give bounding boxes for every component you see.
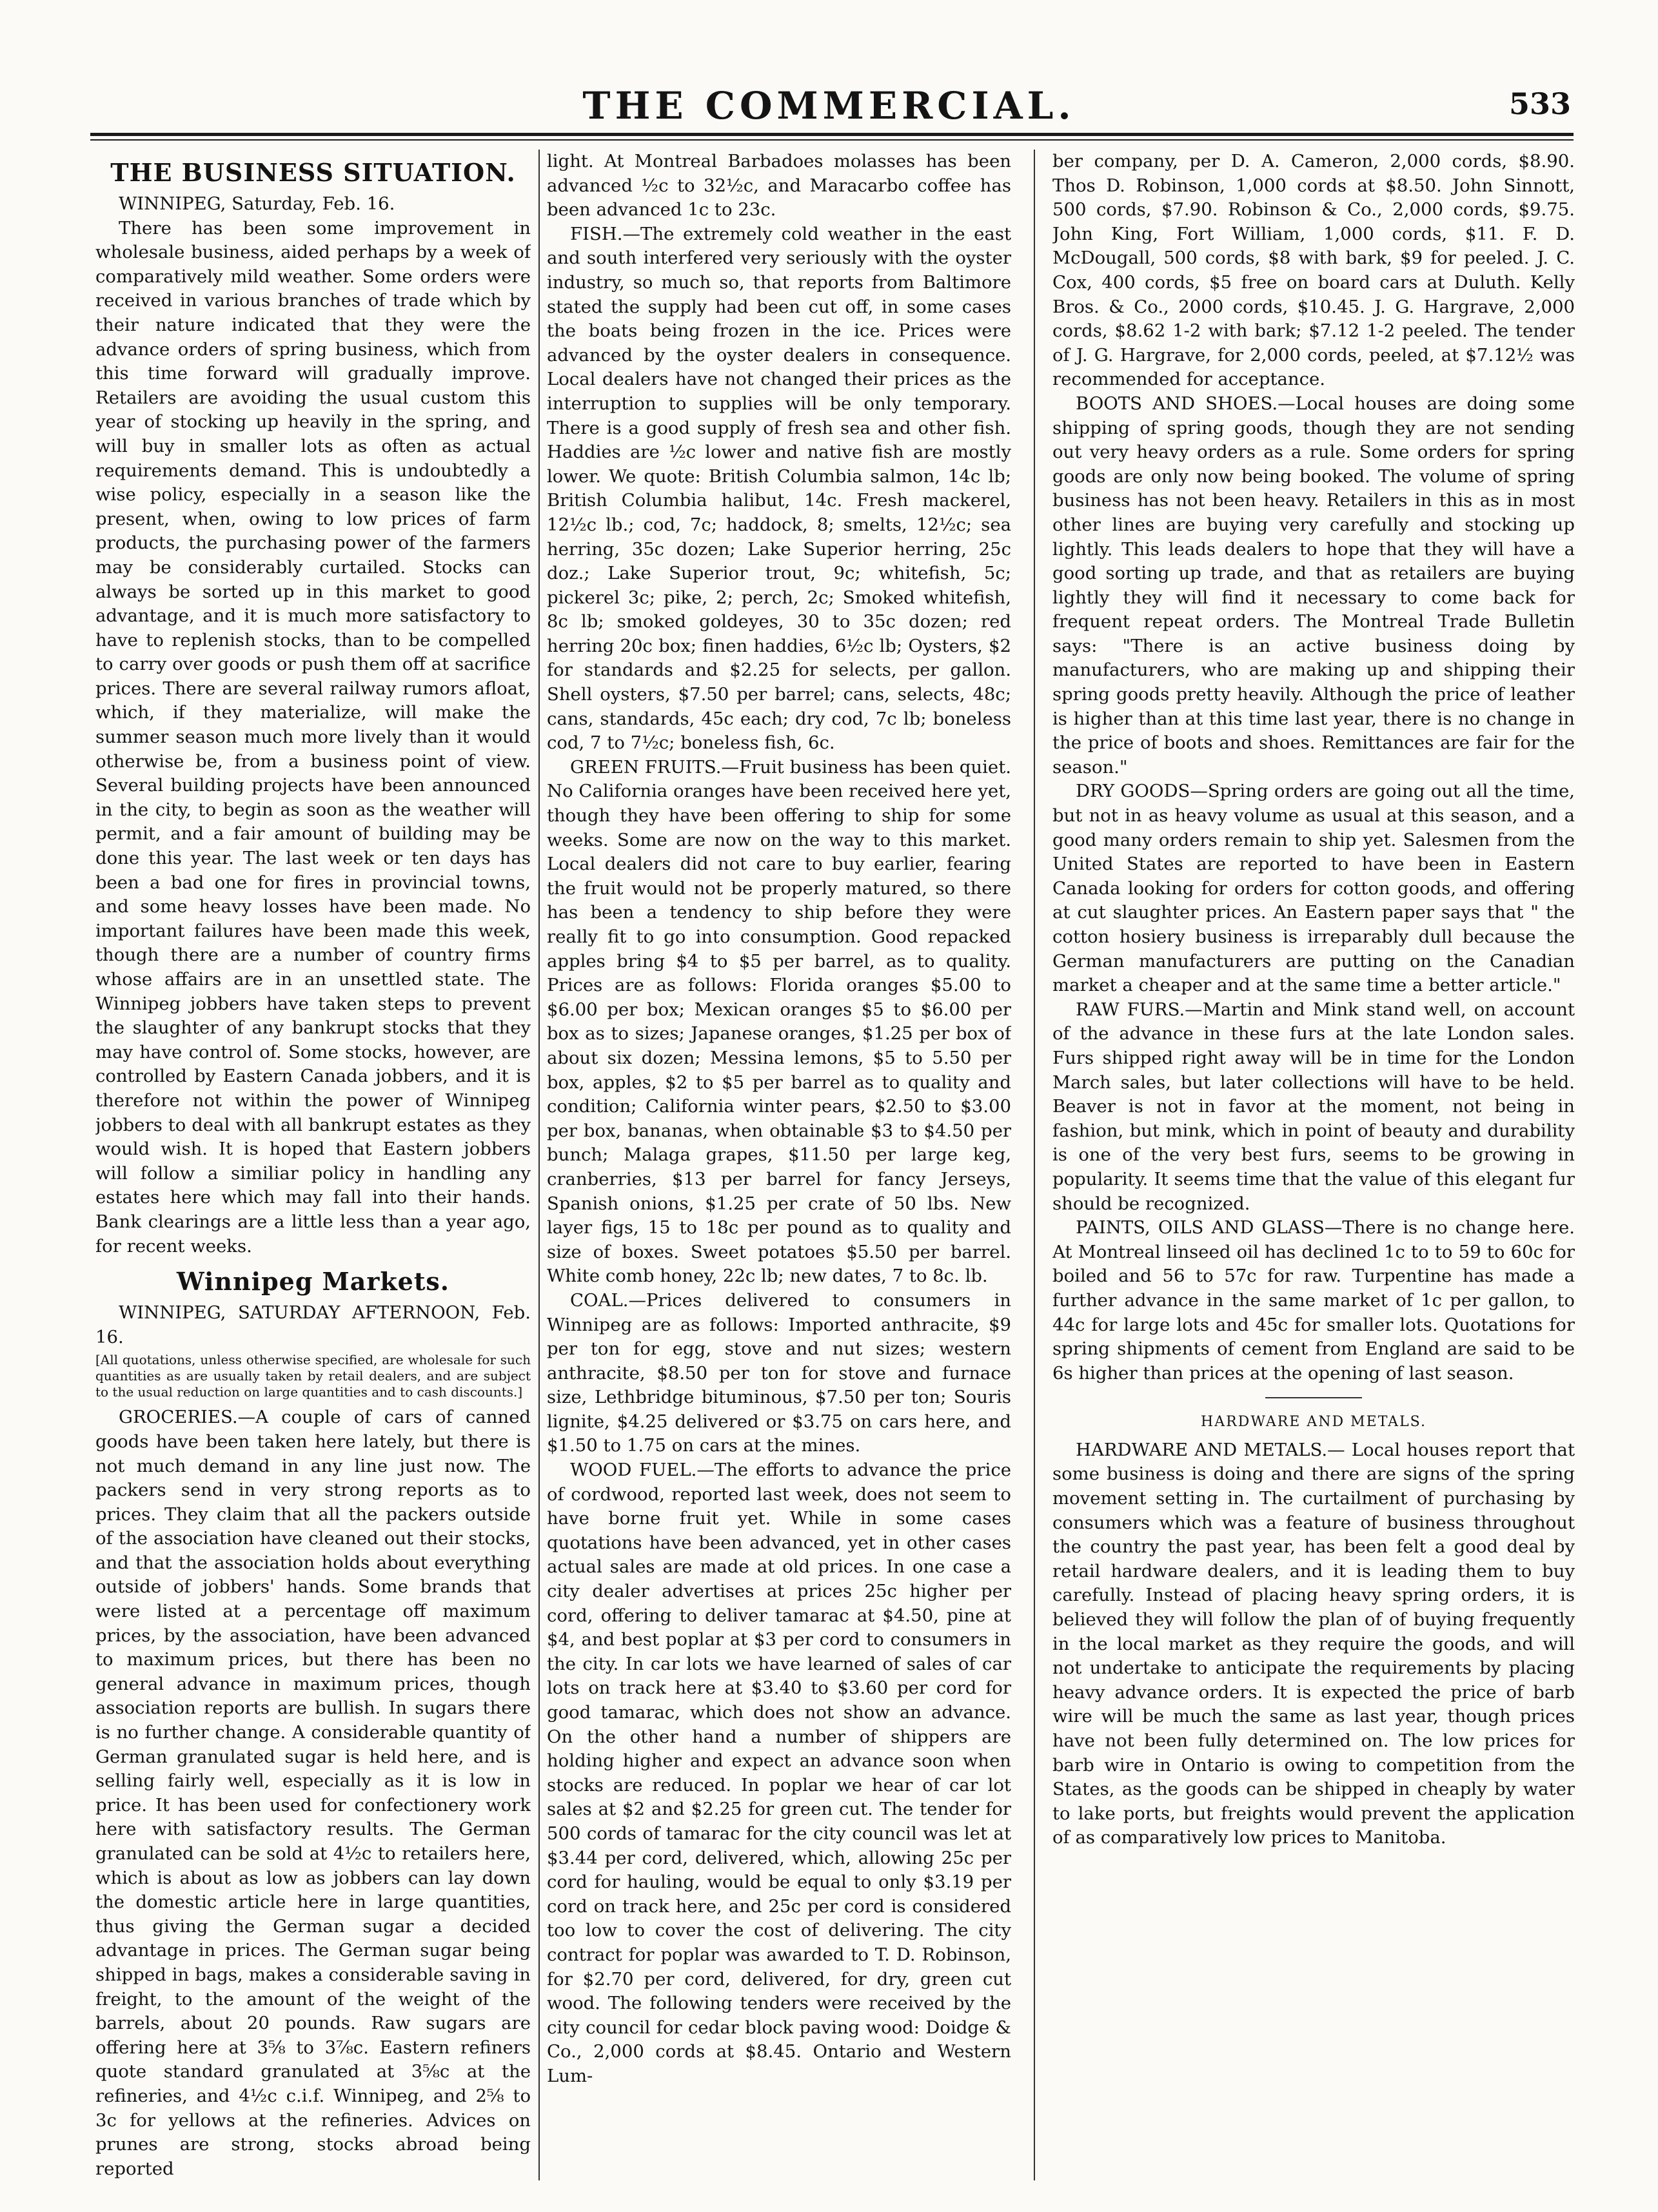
column-1 xyxy=(95,150,531,2180)
column3-continued-text: ber company, per D. A. Cameron, 2,000 cords, $8.90. Thos D. Robinson, 1,000 cords at $8.50. John Sinnott, 500 cords, $7.90. Robinson & Co., 2,000 cords, $9.75. John King, Fort William, 1,000 cords, $11. F. D. McDougall, 500 cords, $8 with bark, $9 for peeled. J. C. Cox, 400 cords, $5 free on board cars at Duluth. Kelly Bros. & Co., 2000 cords, $10.45. J. G. Hargrave, 2,000 cords, $8.62 1-2 with bark; $7.12 1-2 peeled. The tender of J. G. Hargrave, for 2,000 cords, peeled, at $7.12½ was recommended for acceptance. xyxy=(1052,151,1575,390)
groceries-lead: GROCERIES. xyxy=(119,1407,238,1428)
coal-paragraph xyxy=(547,1289,1011,1458)
boots-shoes-paragraph xyxy=(1052,392,1575,780)
paints-oils-glass-paragraph xyxy=(1052,1216,1575,1385)
column-2 xyxy=(547,150,1011,2180)
boots-shoes-lead: BOOTS AND SHOES. xyxy=(1076,393,1278,414)
dry-goods-text: —Spring orders are going out all the time, but not in as heavy volume as usual at this season, and a good many orders remain to ship yet. Salesmen from the United States are reported to have been in Eastern Canada looking for orders for cotton goods, and offering at cut slaughter prices. An Eastern paper says that " the cotton hosiery business is irreparably dull because the German manufacturers are putting on the Canadian market a cheaper and at the same time a better article." xyxy=(1052,781,1575,996)
column-divider xyxy=(538,150,540,2180)
hardware-metals-paragraph xyxy=(1052,1438,1575,1850)
paints-oils-glass-text: —There is no change here. At Montreal linseed oil has declined 1c to to 59 to 60c for boiled and 56 to 57c for raw. Turpentine has made a further advance in the same market of 1c per gallon, to 44c for large lots and 45c for smaller lots. Quotations for spring shipments of cement from England are said to be 6s higher than prices at the opening of last season. xyxy=(1052,1217,1575,1384)
raw-furs-lead: RAW FURS. xyxy=(1076,999,1185,1020)
business-situation-heading: THE BUSINESS SITUATION. xyxy=(110,158,516,187)
green-fruits-text: —Fruit business has been quiet. No California oranges have been received here yet, though they have been offering to ship for some weeks. Some are now on the way to this market. Local dealers did not care to buy earlier, fearing the fruit would not be properly matured, so there has been a tendency to ship before they were really fit to go into consumption. Good repacked apples bring $4 to $5 per barrel, as to quality. Prices are as follows: Florida oranges $5.00 to $6.00 per box; Mexican oranges $5 to $6.00 per box as to sizes; Japanese oranges, $1.25 per box of about six dozen; Messina lemons, $5 to 5.50 per box, apples, $2 to $5 per barrel as to quality and condition; California winter pears, $2.50 to $3.00 per box, bananas, when obtainable $3 to $4.50 per bunch; Malaga grapes, $11.50 per large keg, cranberries, $13 per barrel for fancy Jerseys, Spanish onions, $1.25 per crate of 50 lbs. New layer figs, 15 to 18c per pound as to quality and size of boxes. Sweet potatoes $5.50 per barrel. White comb honey, 22c lb; new dates, 7 to 8c. lb. xyxy=(547,756,1011,1287)
section-divider xyxy=(1265,1397,1362,1398)
fish-lead: FISH. xyxy=(570,223,623,244)
page-number: 533 xyxy=(1508,86,1571,121)
wood-fuel-lead: WOOD FUEL. xyxy=(570,1460,697,1481)
groceries-paragraph xyxy=(95,1405,531,2180)
coal-lead: COAL. xyxy=(570,1289,629,1311)
hardware-metals-heading: HARDWARE AND METALS. xyxy=(1201,1414,1426,1431)
quotations-note: [All quotations, unless otherwise specified, are wholesale for such quantities as are usually taken by retail dealers, and are subject to the usual reduction on large quantities and to cash discounts.] xyxy=(95,1352,531,1400)
business-paragraph: There has been some improvement in wholesale business, aided perhaps by a week of comparatively mild weather. Some orders were received in various branches of trade which by their nature indicated that they were the advance orders of spring business, which from this time forward will gradually improve. Retailers are avoiding the usual custom this year of stocking up heavily in the spring, and will buy in smaller lots as often as actual requirements demand. This is undoubtedly a wise policy, especially in a season like the present, when, owing to low prices of farm products, the purchasing power of the farmers may be considerably curtailed. Stocks can always be sorted up in this market to good advantage, and it is much more satisfactory to have to replenish stocks, than to be compelled to carry over goods or push them off at sacrifice prices. There are several railway rumors afloat, which, if they materialize, will make the summer season much more lively than it would otherwise be, from a business point of view. Several building projects have been announced in the city, to begin as soon as the weather will permit, and a fair amount of building may be done this year. The last week or ten days has been a bad one for fires in provincial towns, and some heavy losses have been made. No important failures have been made this week, though there are a number of country firms whose affairs are in an unsettled state. The Winnipeg jobbers have taken steps to prevent the slaughter of any bankrupt stocks that they may have control of. Some stocks, however, are controlled by Eastern Canada jobbers, and it is therefore not within the power of Winnipeg jobbers to deal with all bankrupt estates as they would wish. It is hoped that Eastern jobbers will follow a similiar policy in handling any estates here which may fall into their hands. Bank clearings are a little less than a year ago, for recent weeks. xyxy=(95,217,531,1257)
column-3 xyxy=(1052,150,1575,2180)
coal-text: —Prices delivered to consumers in Winnipeg are as follows: Imported anthracite, $9 per ton for egg, stove and nut sizes; western anthracite, $8.50 per ton for stove and furnace size, Lethbridge bituminous, $7.50 per ton; Souris lignite, $4.25 delivered or $3.75 on cars here, and $1.50 to 1.75 on cars at the mines. xyxy=(547,1289,1011,1456)
dry-goods-paragraph xyxy=(1052,779,1575,997)
raw-furs-text: —Martin and Mink stand well, on account of the advance in these furs at the late London sales. Furs shipped right away will be in time for the London March sales, but later collections will have to be held. Beaver is not in favor at the moment, not being in fashion, but mink, which in point of beauty and durability is one of the very best furs, seems to be growing in popularity. It seems time that the value of this elegant fur should be recognized. xyxy=(1052,999,1575,1214)
paints-oils-glass-lead: PAINTS, OILS AND GLASS xyxy=(1076,1217,1325,1238)
wood-fuel-text: —The efforts to advance the price of cordwood, reported last week, does not seem to have borne fruit yet. While in some cases quotations have been advanced, yet in other cases actual sales are made at old prices. In one case a city dealer advertises at prices 25c higher per cord, offering to deliver tamarac at $4.50, pine at $4, and best poplar at $3 per cord to consumers in the city. In car lots we have learned of sales of car lots on track here at $3.40 to $3.60 per cord for good tamarac, which does not show an advance. On the other hand a number of shippers are holding higher and expect an advance soon when stocks are reduced. In poplar we hear of car lot sales at $2 and $2.25 for green cut. The tender for 500 cords of tamarac for the city council was let at $3.44 per cord, delivered, which, allowing 25c per cord for hauling, would be equal to only $3.19 per cord on track here, and 25c per cord is considered too low to cover the cost of delivering. The city contract for poplar was awarded to T. D. Robinson, for $2.70 per cord, delivered, for dry, green cut wood. The following tenders were received by the city council for cedar block paving wood: Doidge & Co., 2,000 cords at $8.45. Ontario and Western Lum- xyxy=(547,1460,1011,2086)
winnipeg-markets-heading: Winnipeg Markets. xyxy=(176,1267,450,1297)
business-dateline: WINNIPEG, Saturday, Feb. 16. xyxy=(119,193,395,214)
dry-goods-lead: DRY GOODS xyxy=(1076,781,1190,802)
masthead-rule-thin xyxy=(90,139,1574,141)
markets-dateline: WINNIPEG, SATURDAY AFTERNOON, Feb. 16. xyxy=(95,1302,531,1347)
groceries-text: —A couple of cars of canned goods have been taken here lately, but there is not much demand in any line just now. The packers send in very strong reports as to prices. They claim that all the packers outside of the association have cleaned out their stocks, and that the association holds about everything outside of jobbers' hands. Some brands that were listed at a percentage off maximum prices, by the association, have been advanced to maximum prices, but there has been no general advance in maximum prices, though association reports are bullish. In sugars there is no further change. A considerable quantity of German granulated sugar is held here, and is selling fairly well, especially as it is low in price. It has been used for confectionery work here with satisfactory results. The German granulated can be sold at 4½c to retailers here, which is about as low as jobbers can lay down the domestic article here in large quantities, thus giving the German sugar a decided advantage in prices. The German sugar being shipped in bags, makes a considerable saving in freight, to the amount of the weight of the barrels, about 20 pounds. Raw sugars are offering here at 3⅝ to 3⅞c. Eastern refiners quote standard granulated at 3⅝c at the refineries, and 4½c c.i.f. Winnipeg, and 2⅝ to 3c for yellows at the refineries. Advices on prunes are strong, stocks abroad being reported xyxy=(95,1407,531,2179)
boots-shoes-text: —Local houses are doing some shipping of spring goods, though they are not sending out very heavy orders as a rule. Some orders for spring goods are only now being booked. The volume of spring business has not been heavy. Retailers in this as in most other lines are buying very carefully and stocking up lightly. This leads dealers to hope that they will have a good sorting up trade, and that as retailers are buying lightly they will find it necessary to come back for frequent repeat orders. The Montreal Trade Bulletin says: "There is an active business doing by manufacturers, who are making up and shipping their spring goods pretty heavily. Although the price of leather is higher than at this time last year, there is no change in the price of boots and shoes. Remittances are fair for the season." xyxy=(1052,393,1575,778)
column2-continued-text: light. At Montreal Barbadoes molasses has been advanced ½c to 32½c, and Maracarbo coffee has been advanced 1c to 23c. xyxy=(547,151,1011,220)
raw-furs-paragraph xyxy=(1052,998,1575,1216)
fish-text: —The extremely cold weather in the east and south interfered very seriously with the oyster industry, so much so, that reports from Baltimore stated the supply had been cut off, in some cases the boats being frozen in the ice. Prices were advanced by the oyster dealers in consequence. Local dealers have not changed their prices as the interruption to supplies will be only temporary. There is a good supply of fresh sea and other fish. Haddies are ½c lower and native fish are mostly lower. We quote: British Columbia salmon, 14c lb; British Columbia halibut, 14c. Fresh mackerel, 12½c lb.; cod, 7c; haddock, 8; smelts, 12½c; sea herring, 35c dozen; Lake Superior herring, 25c doz.; Lake Superior trout, 9c; whitefish, 5c; pickerel 3c; pike, 2; perch, 2c; Smoked whitefish, 8c lb; smoked goldeyes, 30 to 35c dozen; red herring 20c box; finen haddies, 6½c lb; Oysters, $2 for standards and $2.25 for selects, per gallon. Shell oysters, $7.50 per barrel; cans, selects, 48c; cans, standards, 45c each; dry cod, 7c lb; boneless cod, 7 to 7½c; boneless fish, 6c. xyxy=(547,223,1011,754)
publication-title: THE COMMERCIAL. xyxy=(582,84,1076,128)
masthead-rule-thick xyxy=(90,133,1574,136)
hardware-metals-lead: HARDWARE AND METALS. xyxy=(1076,1439,1328,1460)
green-fruits-lead: GREEN FRUITS. xyxy=(570,756,722,778)
masthead xyxy=(0,0,1658,148)
green-fruits-paragraph xyxy=(547,756,1011,1289)
wood-fuel-paragraph xyxy=(547,1458,1011,2088)
column-divider xyxy=(1034,150,1035,2180)
fish-paragraph xyxy=(547,222,1011,756)
hardware-metals-text: — Local houses report that some business is doing and there are signs of the spring movement setting in. The curtailment of purchasing by consumers which was a feature of business throughout the country the past year, has been felt a good deal by retail hardware dealers, and it is leading them to buy carefully. Instead of placing heavy spring orders, it is believed they will follow the plan of of buying frequently in the local market as they require the goods, and will not undertake to anticipate the requirements by placing heavy advance orders. It is expected the price of barb wire will be much the same as last year, though prices have not been fully determined on. The low prices for barb wire in Ontario is owing to competition from the States, as the goods can be shipped in cheaply by water to lake ports, but freights would prevent the application of as comparatively low prices to Manitoba. xyxy=(1052,1439,1575,1848)
